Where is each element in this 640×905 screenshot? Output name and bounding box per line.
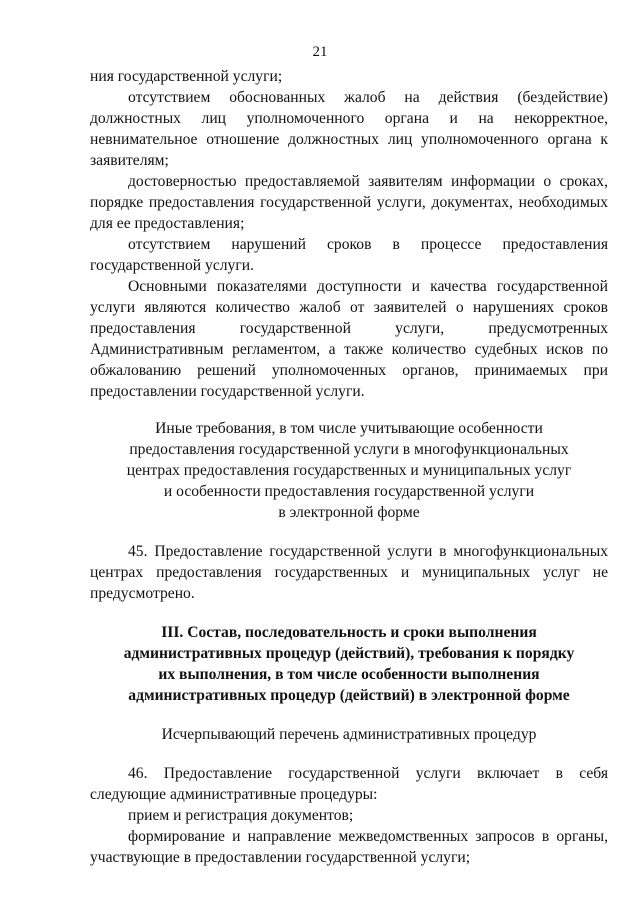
subheading-procedures-list: Исчерпывающий перечень административных процедур [161, 726, 537, 743]
subheading-line: центрах предоставления государственных и муниципальных услуг [126, 462, 572, 479]
subheading-line: в электронной форме [278, 504, 420, 521]
paragraph-continuation: ния государственной услуги; [90, 68, 283, 85]
paragraph-46-item-2: формирование и направление межведомственных запросов в органы, участвующие в предоставлении государственной услуги; [90, 828, 608, 866]
paragraph-46: 46. Предоставление государственной услуги включает в себя следующие административные процедуры: [90, 765, 608, 803]
subheading-other-requirements [90, 418, 608, 523]
document-body [90, 66, 608, 868]
subheading-line: и особенности предоставления государственной услуги [163, 483, 535, 500]
section-heading-line: III. Состав, последовательность и сроки выполнения [161, 624, 537, 641]
paragraph-indicators: Основными показателями доступности и качества государственной услуги являются количество жалоб от заявителей о нарушениях сроков предоставления государственной услуги, предусмотренных Административным регламентом, а также количество судебных исков по обжалованию решений уполномоченных органов, принимаемых при предоставлении государственной услуги. [90, 278, 608, 400]
subheading-line: Иные требования, в том числе учитывающие особенности [155, 420, 543, 437]
paragraph-deadlines: отсутствием нарушений сроков в процессе предоставления государственной услуги. [90, 236, 608, 274]
paragraph-complaints: отсутствием обоснованных жалоб на действия (бездействие) должностных лиц уполномоченного органа и на некорректное, невнимательное отношение должностных лиц уполномоченного органа к заявителям; [90, 89, 608, 169]
section-heading-line: их выполнения, в том числе особенности выполнения [158, 666, 540, 683]
page-number: 21 [312, 44, 328, 60]
section-heading-line: административных процедур (действий), требования к порядку [123, 645, 575, 662]
section-heading-iii [90, 622, 608, 706]
subheading-line: предоставления государственной услуги в многофункциональных [129, 441, 569, 458]
paragraph-reliability: достоверностью предоставляемой заявителям информации о сроках, порядке предоставления государственной услуги, документах, необходимых для ее предоставления; [90, 173, 608, 232]
paragraph-45: 45. Предоставление государственной услуги в многофункциональных центрах предоставления государственных и муниципальных услуг не предусмотрено. [90, 543, 608, 602]
paragraph-46-item-1: прием и регистрация документов; [128, 807, 354, 824]
section-heading-line: административных процедур (действий) в электронной форме [128, 687, 570, 704]
